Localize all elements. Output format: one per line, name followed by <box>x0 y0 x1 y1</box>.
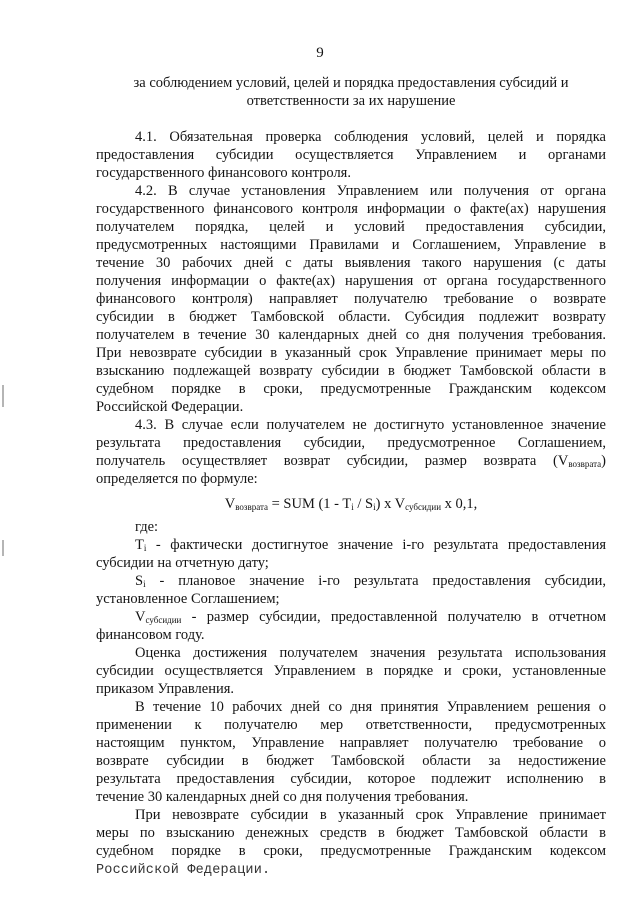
text-line-content: 4.3. В случае если получателем не достигнуто установленное значение <box>135 417 606 433</box>
formula-part: V <box>224 496 236 512</box>
text-line-content: течение 30 рабочих дней с даты выявления такого нарушения (с даты <box>96 255 606 271</box>
text-line-content: определяется по формуле: <box>96 471 258 487</box>
text-line-content: При невозврате субсидии в указанный срок Управление принимает меры по <box>96 345 606 361</box>
scan-edge-mark <box>2 540 4 556</box>
text-line-content: получения информации о факте(ах) нарушения от органа государственного <box>96 273 606 289</box>
text-line-content: 4.1. Обязательная проверка соблюдения условий, целей и порядка <box>135 129 606 145</box>
text-line-content: 4.2. В случае установления Управлением или получения от органа <box>135 183 606 199</box>
text-line <box>135 416 606 434</box>
text-line <box>96 164 606 182</box>
text-line-content: Оценка достижения получателем значения результата использования <box>135 645 606 661</box>
text-line-content: где: <box>135 519 159 535</box>
text-line-content: судебном порядке в сроки, предусмотренные Гражданским кодексом <box>96 843 606 859</box>
text-line-content: государственного финансового контроля. <box>96 165 351 181</box>
text-line <box>96 788 606 806</box>
text-line <box>96 326 606 344</box>
formula-subscript: возврата <box>235 502 268 512</box>
text-line <box>135 698 606 716</box>
text-line <box>96 218 606 236</box>
text-line <box>96 770 606 788</box>
text-line <box>135 608 606 626</box>
text-line <box>96 470 606 488</box>
formula-subscript: субсидии <box>405 502 442 512</box>
text-line-content: государственного финансового контроля информации о факте(ах) нарушения <box>96 201 606 217</box>
text-line-content: В течение 10 рабочих дней со дня принятия Управлением решения о <box>135 699 606 715</box>
text-line-continuation: - плановое значение i-го результата предоставления субсидии, <box>145 573 606 589</box>
text-line <box>96 662 606 680</box>
text-line-content: предусмотренных настоящими Правилами и Соглашением, Управление в <box>96 237 606 253</box>
text-line <box>96 380 606 398</box>
text-line-content: взысканию подлежащей возврату субсидии в бюджет Тамбовской области в <box>96 363 606 379</box>
text-line <box>135 572 606 590</box>
text-line-continuation: - размер субсидии, предоставленной получателю в отчетном <box>181 609 606 625</box>
return-formula <box>96 495 606 513</box>
scan-edge-mark <box>2 385 4 407</box>
text-line-content: настоящим пунктом, Управление направляет получателю требование о <box>96 735 606 751</box>
text-line-content: предоставления субсидии осуществляется Управлением и органами <box>96 147 606 163</box>
text-line <box>96 716 606 734</box>
text-line <box>96 236 606 254</box>
text-line <box>96 146 606 164</box>
text-line <box>96 626 606 644</box>
page-number: 9 <box>316 45 324 61</box>
text-line <box>96 398 606 416</box>
text-line-content: получатель осуществляет возврат субсидии, размер возврата (V <box>96 453 569 469</box>
subscript: возврата <box>568 459 602 469</box>
text-line <box>96 308 606 326</box>
text-line <box>135 806 606 824</box>
text-line-content: приказом Управления. <box>96 681 235 697</box>
text-line <box>96 344 606 362</box>
text-line-content: меры по взысканию денежных средств в бюджет Тамбовской области в <box>96 825 606 841</box>
text-line-content: S <box>135 573 144 589</box>
text-line-content: судебном порядке в сроки, предусмотренные Гражданским кодексом <box>96 381 606 397</box>
formula-subscript: i <box>351 502 354 512</box>
text-line <box>135 182 606 200</box>
text-line-continuation: ) <box>601 453 606 469</box>
text-line <box>96 452 606 470</box>
text-line <box>96 362 606 380</box>
text-line <box>96 200 606 218</box>
text-line <box>96 290 606 308</box>
text-line-content: результата предоставления субсидии, предусмотренное Соглашением, <box>96 435 606 451</box>
text-line-content: При невозврате субсидии в указанный срок Управление принимает <box>135 807 606 823</box>
text-line-content: субсидии на отчетную дату; <box>96 555 269 571</box>
text-line <box>96 254 606 272</box>
formula-part: ) x V <box>375 496 406 512</box>
formula-part: x 0,1, <box>441 496 478 512</box>
section-title-line: ответственности за их нарушение <box>246 93 456 109</box>
formula-part: = SUM (1 - T <box>268 496 352 512</box>
text-line <box>96 434 606 452</box>
text-line-content: результата предоставления субсидии, которое подлежит исполнению в <box>96 771 606 787</box>
text-line <box>96 752 606 770</box>
text-line-content: Российской Федерации. <box>96 399 244 415</box>
text-line <box>96 590 606 608</box>
text-line-content: субсидии в бюджет Тамбовской области. Субсидия подлежит возврату <box>96 309 606 325</box>
text-line <box>96 824 606 842</box>
subscript: i <box>143 543 147 553</box>
text-line-content: V <box>135 609 146 625</box>
text-line-content: финансового контроля) направляет получателю требование о возврате <box>96 291 606 307</box>
text-line-content: Российской Федерации. <box>96 863 271 878</box>
section-title-line: за соблюдением условий, целей и порядка предоставления субсидий и <box>133 75 569 91</box>
text-line-content: получателем порядка, целей и условий предоставления субсидии, <box>96 219 606 235</box>
text-line-continuation: - фактически достигнутое значение i-го результата предоставления <box>146 537 606 553</box>
text-line-content: применении к получателю мер ответственности, предусмотренных <box>96 717 606 733</box>
text-line-content: возврате субсидии в бюджет Тамбовской области за недостижение <box>96 753 606 769</box>
text-line <box>135 536 606 554</box>
formula-part: / S <box>353 496 374 512</box>
text-line <box>96 842 606 860</box>
text-line <box>96 734 606 752</box>
text-line-content: установленное Соглашением; <box>96 591 280 607</box>
text-line-content: субсидии осуществляется Управлением в порядке и сроки, установленные <box>96 663 606 679</box>
formula-subscript: i <box>373 502 376 512</box>
text-line-content: финансовом году. <box>96 627 205 643</box>
text-line <box>135 518 606 536</box>
subscript: i <box>143 579 146 589</box>
text-line <box>135 128 606 146</box>
text-line <box>96 272 606 290</box>
text-line-content: получателем в течение 30 календарных дней со дня получения требования. <box>96 327 606 343</box>
subscript: субсидии <box>145 615 182 625</box>
text-line-content: течение 30 календарных дней со дня получения требования. <box>96 789 469 805</box>
text-line <box>135 644 606 662</box>
text-line-content: T <box>135 537 144 553</box>
text-line <box>96 554 606 572</box>
text-line <box>96 860 606 880</box>
text-line <box>96 680 606 698</box>
